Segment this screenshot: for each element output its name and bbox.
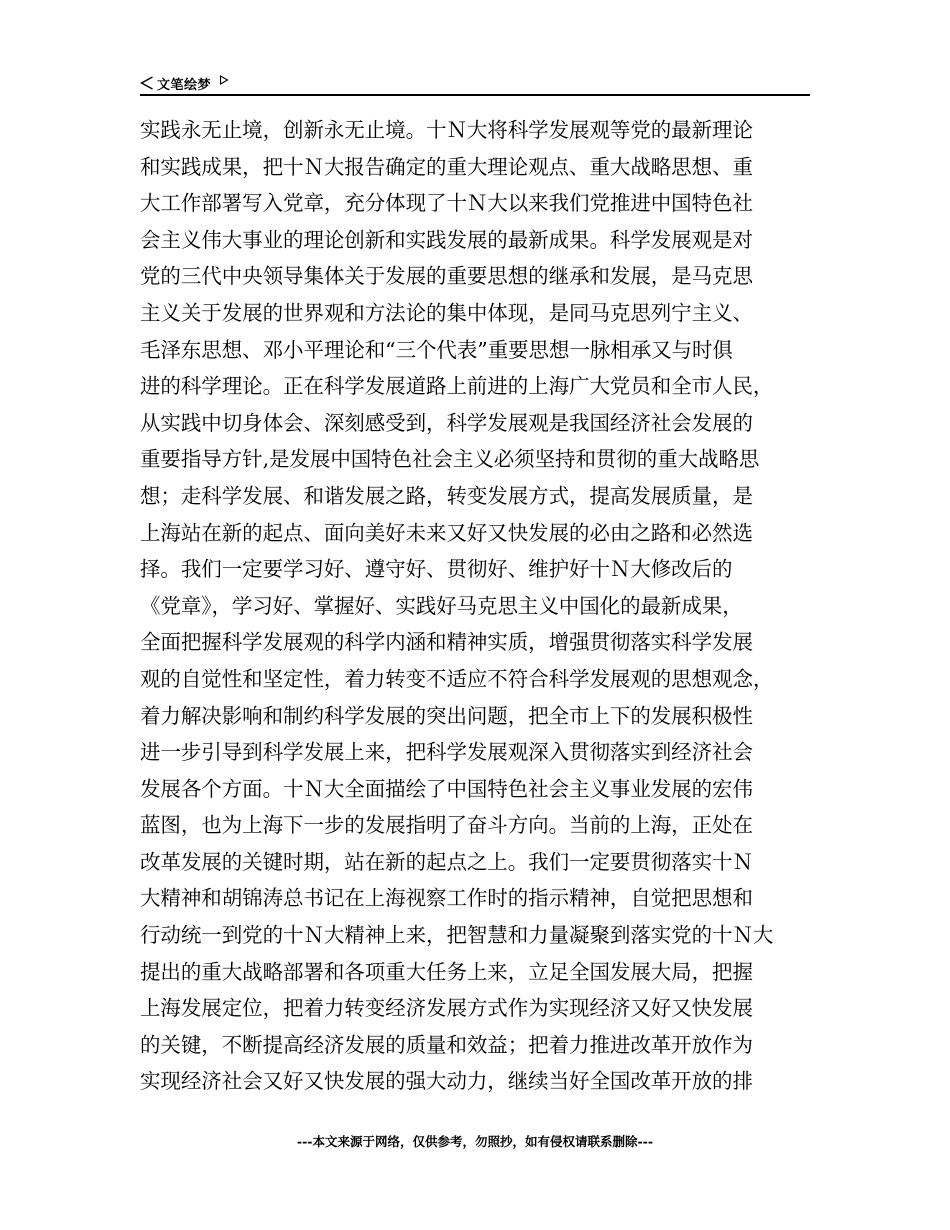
body-text-line: 改革发展的关键时期，站在新的起点之上。我们一定要贯彻落实十Ｎ <box>140 849 753 874</box>
document-body <box>140 112 812 1100</box>
body-text-line: 《党章》，学习好、掌握好、实践好马克思主义中国化的最新成果， <box>140 593 743 618</box>
body-text-line: 和实践成果，把十Ｎ大报告确定的重大理论观点、重大战略思想、重 <box>140 154 753 179</box>
body-text-line: 毛泽东思想、邓小平理论和“三个代表”重要思想一脉相承又与时俱 <box>140 337 733 362</box>
body-text-line: 实践永无止境，创新永无止境。十Ｎ大将科学发展观等党的最新理论 <box>140 118 753 142</box>
triangle-right-outline-icon <box>219 75 229 85</box>
body-text-line: 进的科学理论。正在科学发展道路上前进的上海广大党员和全市人民， <box>140 374 774 399</box>
footer-disclaimer: ---本文来源于网络，仅供参考，勿照抄，如有侵权请联系删除--- <box>296 1134 654 1149</box>
body-text-line: 行动统一到党的十Ｎ大精神上来，把智慧和力量凝聚到落实党的十Ｎ大 <box>140 923 774 948</box>
body-text-line: 会主义伟大事业的理论创新和实践发展的最新成果。科学发展观是对 <box>140 227 753 252</box>
body-text-line: 上海站在新的起点、面向美好未来又好又快发展的必由之路和必然选 <box>140 520 753 545</box>
body-text-line: 进一步引导到科学发展上来，把科学发展观深入贯彻落实到经济社会 <box>140 740 753 765</box>
body-text-line: 上海发展定位，把着力转变经济发展方式作为实现经济又好又快发展 <box>140 996 753 1021</box>
triangle-left-outline-icon <box>140 76 154 90</box>
body-text-line: 党的三代中央领导集体关于发展的重要思想的继承和发展，是马克思 <box>140 264 753 289</box>
body-text-line: 发展各个方面。十Ｎ大全面描绘了中国特色社会主义事业发展的宏伟 <box>140 776 753 801</box>
body-text-line: 择。我们一定要学习好、遵守好、贯彻好、维护好十Ｎ大修改后的 <box>140 557 733 582</box>
page-header <box>140 72 810 96</box>
body-text-line: 大工作部署写入党章，充分体现了十Ｎ大以来我们党推进中国特色社 <box>140 191 753 216</box>
header-brand: 文笔绘梦 <box>157 77 212 93</box>
body-text-line: 主义关于发展的世界观和方法论的集中体现，是同马克思列宁主义、 <box>140 300 753 325</box>
body-text-line: 观的自觉性和坚定性，着力转变不适应不符合科学发展观的思想观念， <box>140 666 774 691</box>
body-text-line: 重要指导方针,是发展中国特色社会主义必须坚持和贯彻的重大战略思 <box>140 447 760 472</box>
body-text-line: 想；走科学发展、和谐发展之路，转变发展方式，提高发展质量，是 <box>140 483 753 508</box>
body-text-line: 着力解决影响和制约科学发展的突出问题，把全市上下的发展积极性 <box>140 703 753 728</box>
body-text-line: 实现经济社会又好又快发展的强大动力，继续当好全国改革开放的排 <box>140 1069 753 1094</box>
body-text-line: 全面把握科学发展观的科学内涵和精神实质，增强贯彻落实科学发展 <box>140 630 753 655</box>
body-text-line: 的关键，不断提高经济发展的质量和效益；把着力推进改革开放作为 <box>140 1032 753 1057</box>
body-text-line: 蓝图，也为上海下一步的发展指明了奋斗方向。当前的上海，正处在 <box>140 813 753 838</box>
body-text-line: 提出的重大战略部署和各项重大任务上来，立足全国发展大局，把握 <box>140 959 753 984</box>
body-text-line: 从实践中切身体会、深刻感受到，科学发展观是我国经济社会发展的 <box>140 410 753 435</box>
body-text-line: 大精神和胡锦涛总书记在上海视察工作时的指示精神，自觉把思想和 <box>140 886 753 911</box>
